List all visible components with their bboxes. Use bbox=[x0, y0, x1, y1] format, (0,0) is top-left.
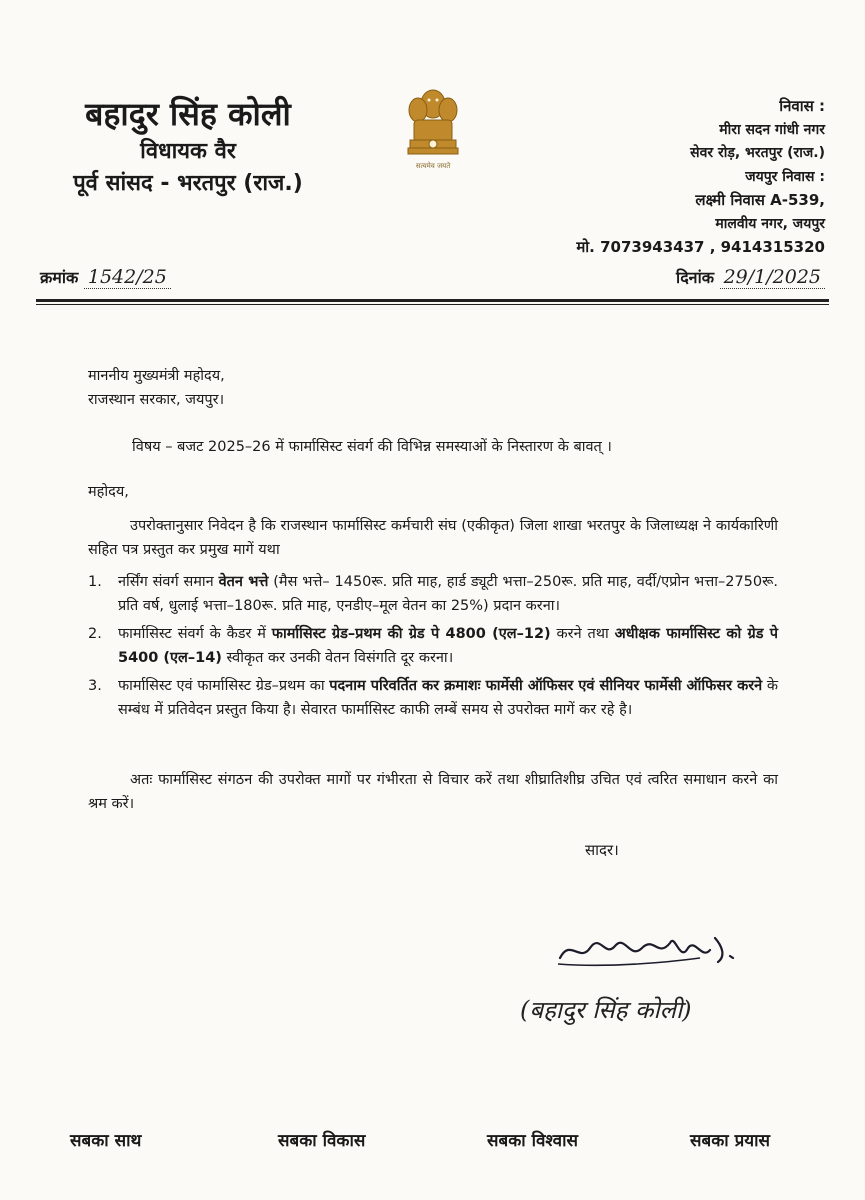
jaipur-residence-label: जयपुर निवास : bbox=[745, 168, 825, 185]
letterhead-right bbox=[545, 95, 825, 260]
jaipur-line-1: लक्ष्मी निवास A-539, bbox=[695, 191, 825, 209]
reference-number-value: 1542/25 bbox=[84, 266, 171, 289]
footer-slogan-4: सबका प्रयास bbox=[690, 1131, 771, 1151]
sender-title-2: पूर्व सांसद - भरतपुर (राज.) bbox=[73, 171, 303, 196]
footer-slogan-1: सबका साथ bbox=[70, 1131, 142, 1151]
header-rule bbox=[36, 299, 829, 302]
signature-icon bbox=[550, 918, 750, 978]
footer-slogan-2: सबका विकास bbox=[278, 1131, 366, 1151]
header-rule-thin bbox=[36, 304, 829, 305]
signature-name: (बहादुर सिंह कोली) bbox=[520, 996, 692, 1024]
reference-number-label: क्रमांक bbox=[40, 268, 79, 287]
sender-name: बहादुर सिंह कोली bbox=[85, 95, 291, 133]
letterhead-left bbox=[38, 92, 338, 200]
list-item: 2. फार्मासिस्ट संवर्ग के कैडर में फार्मासिस्ट ग्रेड–प्रथम की ग्रेड पे 4800 (एल–12) करने तथा अधीक्षक फार्मासिस्ट को ग्रेड पे 5400 (एल–14) स्वीकृत कर उनकी वेतन विसंगति दूर करना। bbox=[88, 626, 779, 666]
reference-date bbox=[676, 266, 825, 288]
list-item: 3. फार्मासिस्ट एवं फार्मासिस्ट ग्रेड–प्रथम का पदनाम परिवर्तित कर क्रमाशः फार्मेसी ऑफिसर एवं सीनियर फार्मेसी ऑफिसर करने के सम्बंध में प्रतिवेदन प्रस्तुत किया है। सेवारत फार्मासिस्ट काफी लम्बें समय से उपरोक्त मागें कर रहे है। bbox=[88, 678, 778, 718]
salutation: महोदय, bbox=[88, 484, 129, 500]
date-label: दिनांक bbox=[676, 268, 714, 287]
addressee-line-2: राजस्थान सरकार, जयपुर। bbox=[88, 392, 225, 408]
phone-numbers: मो. 7073943437 , 9414315320 bbox=[576, 238, 825, 256]
emblem-motto: सत्यमेव जयते bbox=[415, 162, 451, 170]
reference-number bbox=[40, 266, 171, 288]
sign-off: सादर। bbox=[585, 841, 619, 859]
residence-label: निवास : bbox=[779, 97, 825, 115]
jaipur-line-2: मालवीय नगर, जयपुर bbox=[715, 215, 825, 232]
list-item: 1. नर्सिंग संवर्ग समान वेतन भत्ते (मैस भत्ते– 1450रू. प्रति माह, हार्ड ड्यूटी भत्ता–250रू. प्रति माह, वर्दी/एप्रोन भत्ता–2750रू. प्रति वर्ष, धुलाई भत्ता–180रू. प्रति माह, एनडीए–मूल वेतन का 25%) प्रदान करना। bbox=[88, 574, 779, 614]
addressee-line-1: माननीय मुख्यमंत्री महोदय, bbox=[88, 368, 225, 384]
sender-title-1: विधायक वैर bbox=[140, 139, 236, 164]
subject-line: विषय – बजट 2025–26 में फार्मासिस्ट संवर्ग की विभिन्न समस्याओं के निस्तारण के बावत् । bbox=[132, 439, 612, 455]
footer-slogan-3: सबका विश्वास bbox=[487, 1131, 579, 1151]
addressee bbox=[88, 364, 775, 412]
residence-line-2: सेवर रोड़, भरतपुर (राज.) bbox=[690, 145, 825, 161]
date-value: 29/1/2025 bbox=[720, 266, 825, 289]
intro-paragraph: उपरोक्तानुसार निवेदन है कि राजस्थान फार्मासिस्ट कर्मचारी संघ (एकीकृत) जिला शाखा भरतपुर के जिलाध्यक्ष ने कार्यकारिणी सहित पत्र प्रस्तुत कर प्रमुख मागें यथा bbox=[88, 518, 778, 558]
residence-line-1: मीरा सदन गांधी नगर bbox=[719, 121, 825, 138]
demands-list bbox=[88, 570, 778, 726]
closing-paragraph: अतः फार्मासिस्ट संगठन की उपरोक्त मागों पर गंभीरता से विचार करें तथा शीघ्रातिशीघ्र उचित एवं त्वरित समाधान करने का श्रम करें। bbox=[88, 772, 778, 812]
